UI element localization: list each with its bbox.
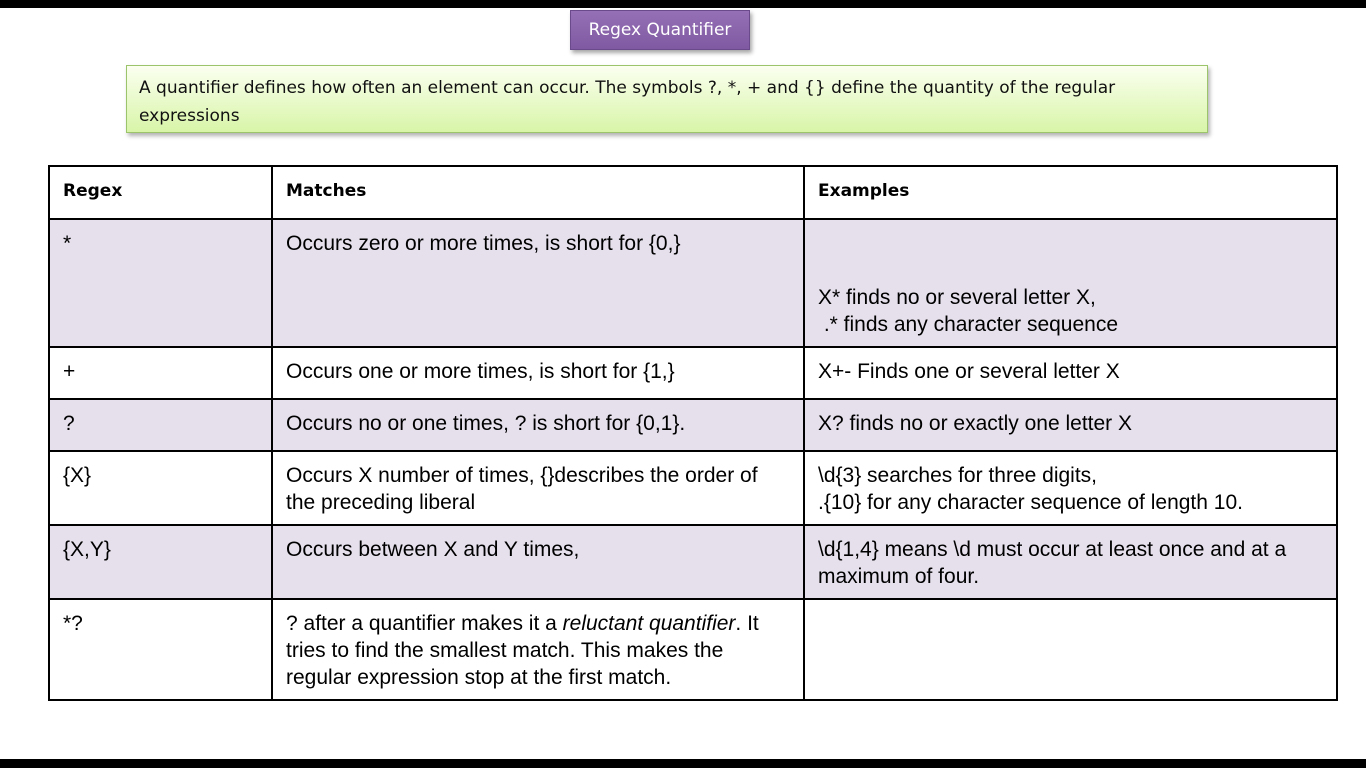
matches-cell	[272, 399, 804, 451]
regex-cell: {X,Y}	[49, 525, 272, 599]
top-border-bar	[0, 0, 1366, 8]
matches-cell	[272, 219, 804, 347]
regex-cell: *?	[49, 599, 272, 700]
example-line: \d{1,4} means \d must occur at least once and at a maximum of four.	[818, 538, 1287, 588]
matches-text: Occurs no or one times, ? is short for {0,1}.	[286, 412, 686, 435]
regex-cell: +	[49, 347, 272, 399]
examples-cell	[804, 451, 1337, 525]
header-matches: Matches	[272, 166, 804, 219]
matches-text: Occurs between X and Y times,	[286, 538, 580, 561]
example-line: \d{3} searches for three digits,	[818, 464, 1097, 487]
table-row	[49, 399, 1337, 451]
quantifier-table	[48, 165, 1338, 701]
header-examples: Examples	[804, 166, 1337, 219]
example-line: X+- Finds one or several letter X	[818, 360, 1120, 383]
examples-cell	[804, 347, 1337, 399]
example-line: X? finds no or exactly one letter X	[818, 412, 1133, 435]
examples-cell	[804, 599, 1337, 700]
matches-text-before: ? after a quantifier makes it a	[286, 612, 563, 635]
matches-cell	[272, 347, 804, 399]
slide-title: Regex Quantifier	[570, 10, 750, 50]
examples-cell	[804, 525, 1337, 599]
matches-cell	[272, 599, 804, 700]
table-row	[49, 525, 1337, 599]
examples-cell	[804, 219, 1337, 347]
example-line: .{10} for any character sequence of length 10.	[818, 491, 1243, 514]
matches-cell	[272, 525, 804, 599]
table-header-row	[49, 166, 1337, 219]
header-regex: Regex	[49, 166, 272, 219]
matches-text-emphasis: reluctant quantifier	[562, 612, 736, 635]
matches-text: Occurs zero or more times, is short for {0,}	[286, 232, 681, 255]
example-line: .* finds any character sequence	[818, 313, 1119, 336]
table-row	[49, 347, 1337, 399]
matches-text-after: . It tries to find the smallest match. This makes the regular expression stop at the first match.	[286, 612, 759, 689]
examples-cell	[804, 399, 1337, 451]
regex-cell: *	[49, 219, 272, 347]
bottom-border-bar	[0, 759, 1366, 768]
table-row	[49, 599, 1337, 700]
regex-cell: ?	[49, 399, 272, 451]
regex-cell: {X}	[49, 451, 272, 525]
matches-text: Occurs one or more times, is short for {1,}	[286, 360, 675, 383]
definition-callout: A quantifier defines how often an element can occur. The symbols ?, *, + and {} define the quantity of the regular expressions	[126, 65, 1208, 133]
table-row	[49, 219, 1337, 347]
table-row	[49, 451, 1337, 525]
matches-cell	[272, 451, 804, 525]
matches-text: Occurs X number of times, {}describes the order of the preceding liberal	[286, 464, 758, 514]
example-line: X* finds no or several letter X,	[818, 286, 1096, 309]
